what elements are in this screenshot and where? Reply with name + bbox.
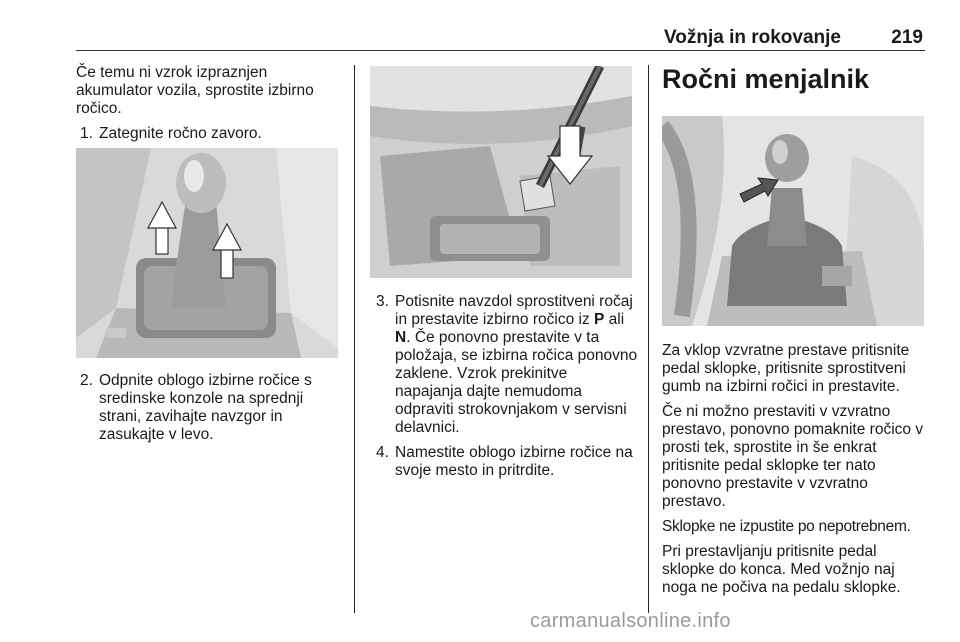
step-text: Odpnite oblogo izbirne ročice s sredinske konzole na sprednji strani, zavihajte navzgor in zasukajte v levo. [99, 372, 312, 443]
column-3-header [662, 64, 926, 94]
column-1-lower [76, 372, 342, 451]
chapter-title: Vožnja in rokovanje [663, 27, 841, 48]
gear-knob-illustration [662, 116, 924, 326]
column-1 [76, 64, 342, 150]
step-text-part2: . Če ponovno prestavite v ta položaja, se izbirna ročica ponovno zaklene. Vzrok prekinitve napajanja dajte nemudoma odpraviti strokovnjakom v servisni delavnici. [395, 329, 638, 436]
step-4 [372, 444, 638, 480]
step-number: 3. [376, 293, 389, 310]
watermark-text: carmanualsonline.info [530, 610, 731, 632]
shift-lever-illustration [76, 148, 338, 358]
gear-p-label: P [594, 311, 605, 328]
step-3 [372, 293, 638, 437]
figure-manual-gear-knob [662, 116, 924, 326]
intro-paragraph: Če temu ni vzrok izpraznjen akumulator vozila, sprostite izbirno ročico. [76, 64, 314, 117]
column-divider-left [354, 65, 355, 613]
step-1 [76, 125, 342, 143]
step-text-ali: ali [604, 311, 625, 328]
step-text: Namestite oblogo izbirne ročice na svoje mesto in pritrdite. [395, 444, 633, 479]
paragraph-clutch-press: Pri prestavljanju pritisnite pedal sklopke do konca. Med vožnjo naj noga ne počiva na pedalu sklopke. [662, 543, 901, 596]
column-divider-right [648, 65, 649, 613]
step-number: 1. [80, 125, 93, 142]
gear-n-label: N [395, 329, 407, 346]
page-number: 219 [891, 27, 923, 48]
section-title: Ročni menjalnik [662, 64, 870, 94]
column-2 [372, 293, 638, 487]
step-2 [76, 372, 342, 444]
step-text: Zategnite ročno zavoro. [99, 125, 262, 142]
step-number: 2. [80, 372, 93, 389]
paragraph-reverse-retry: Če ni možno prestaviti v vzvratno prestavo, ponovno pomaknite ročico v prosti tek, sprostite in še enkrat pritisnite pedal sklopke ter nato ponovno prestavite v vzvratno prestavo. [662, 403, 924, 510]
running-header [76, 24, 925, 51]
step-number: 4. [376, 444, 389, 461]
figure-shift-lever-arrows [76, 148, 338, 358]
paragraph-clutch-release: Sklopke ne izpustite po nepotrebnem. [662, 518, 911, 535]
column-3 [662, 342, 928, 604]
step-text-part1: Potisnite navzdol sprostitveni ročaj in prestavite izbirno ročico iz [395, 293, 633, 328]
paragraph-reverse-gear: Za vklop vzvratne prestave pritisnite pedal sklopke, pritisnite sprostitveni gumb na izbirni ročici in prestavite. [662, 342, 910, 395]
release-lever-illustration [370, 66, 632, 278]
figure-release-lever [370, 66, 632, 278]
